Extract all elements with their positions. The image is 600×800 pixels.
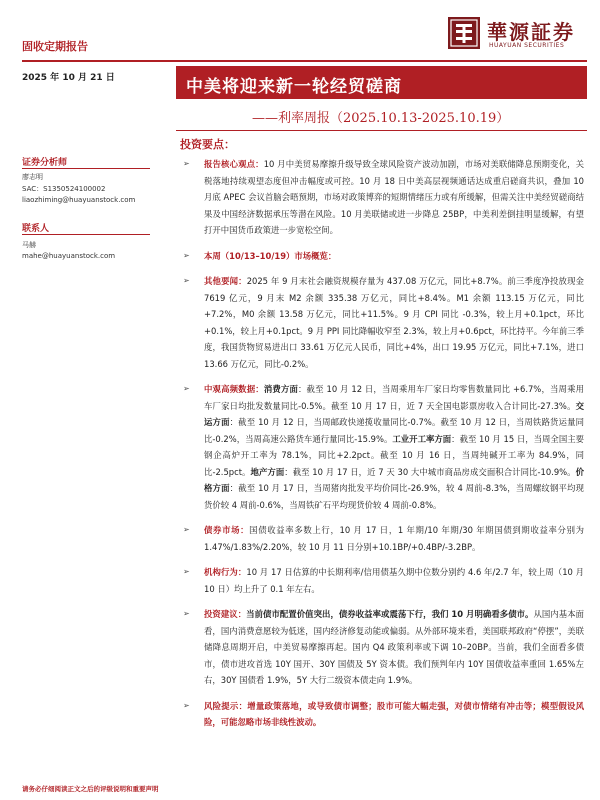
bullet-high-frequency (180, 381, 584, 513)
bullet-text: 2025 年 9 月末社会融资规模存量为 437.08 万亿元，同比+8.7%。前三季度净投放现金 7619 亿元，9 月末 M2 余额 335.38 万亿元，同比+8.4%。M1 余额 113.15 万亿元，同比+7.2%，M0 余额 13.58 万亿元，同比+11.5%。9 月 CPI 同比 -0.3%，较上月+0.1pct，环比+0.1%，较上月+0.1pct。9 月 PPI 同比降幅收窄至 2.3%，较上月+0.6pct，环比持平。今年前三季度，我国货物贸易进出口 33.61 万亿元人民币，同比+4%，出口 19.95 万亿元，同比+7.1%，进口 13.66 万亿元，同比-0.2%。 (204, 276, 585, 369)
contact-divider (22, 234, 150, 235)
property-text: ：截至 10 月 17 日，近 7 天 30 大中城市商品房成交面积合计同比-10.9%。 (284, 466, 576, 477)
price-label: 价格方面 (204, 466, 585, 493)
consumption-text: ：截至 10 月 12 日，当周乘用车厂家日均零售数量同比 +6.7%，当周乘用车厂家日均批发数量同比-0.5%。截至 10 月 17 日，近 7 天全国电影票房收入合计同比-27.3%。 (204, 384, 584, 411)
bullet-text: 增量政策落地，或导致债市调整；股市可能大幅走强，对债市情绪有冲击等；模型假设风险，可能忽略市场非线性波动。 (204, 700, 585, 727)
highlights-heading: 投资要点： (180, 138, 235, 151)
footer-disclaimer: 请务必仔细阅读正文之后的评级说明和重要声明 (22, 785, 159, 793)
report-title: 中美将迎来新一轮经贸磋商 (186, 77, 402, 97)
analyst-name: 廖志明 (22, 173, 43, 181)
transport-text: ：截至 10 月 12 日，当周邮政快递揽收量同比-0.7%。截至 10 月 12 日，当周铁路货运量同比-0.2%，当周高速公路货车通行量同比-15.9%。 (204, 417, 585, 444)
analyst-email[interactable]: liaozhiming@huayuanstock.com (22, 196, 136, 204)
bullet-text: 10 月中美贸易摩擦升级导致全球风险资产波动加剧，市场对美联储降息预期变化，关税落地持续观望态度但冲击幅度或可控。10 月 18 日中美高层视频通话达成重启磋商共识，叠加 10 月底 APEC 会议首脑会晤预期，市场对政策博弈的短期情绪压力或有所缓解，但需关注中美经贸磋商结果及中国经济数据承压等潜在风险。10 月美联储或进一步降息 25BP，中美利差倒挂明显缓解，有望打开中国货币政策进一步宽松空间。 (204, 159, 585, 235)
bullet-label: 机构行为： (204, 567, 247, 577)
bullet-text: 国债收益率多数上行，10 月 17 日，1 年期/10 年期/30 年期国债到期收益率分别为 1.47%/1.83%/2.20%，较 10 月 11 日分别+10.1BP/+0.4BP/-3.2BP。 (204, 525, 584, 552)
bullet-label: 债券市场： (204, 525, 250, 535)
bullet-other-news (180, 273, 584, 372)
arrow-icon: ➢ (183, 567, 190, 576)
industry-label: 工业开工率方面 (392, 433, 452, 444)
contact-name: 马赫 (22, 241, 36, 249)
bullet-label: 本周（10/13–10/19）市场概览： (204, 250, 337, 261)
analyst-heading: 证券分析师 (22, 158, 68, 168)
analyst-sac: SAC：S1350524100002 (22, 185, 106, 193)
bullet-market-overview (180, 248, 584, 265)
bullet-core-view (180, 156, 584, 239)
arrow-icon: ➢ (183, 250, 190, 260)
company-logo (447, 12, 587, 56)
industry-text: ：截至 10 月 15 日，当周全国主要钢企高炉开工率为 78.1%，同比+2.2pct。截至 10 月 16 日，当周纯碱开工率为 84.9%，同比-2.5pct。 (204, 433, 584, 477)
advice-emphasis: 当前债市配置价值突出，债券收益率或震荡下行，我们 10 月明确看多债市。 (246, 609, 534, 619)
bullet-label: 其他要闻： (204, 276, 247, 286)
bullet-bond-market (180, 522, 584, 555)
arrow-icon: ➢ (183, 159, 190, 168)
report-date: 2025 年 10 月 21 日 (22, 73, 115, 83)
report-type-label: 固收定期报告 (22, 40, 88, 53)
arrow-icon: ➢ (183, 700, 190, 710)
arrow-icon: ➢ (183, 609, 190, 618)
bullet-investment-advice (180, 606, 584, 689)
contact-heading: 联系人 (22, 224, 50, 234)
bullet-label: 中观高频数据： (204, 384, 264, 394)
title-banner (176, 66, 587, 99)
logo-english-text: HUAYUAN SECURITIES (489, 42, 565, 49)
subtitle-divider (176, 130, 587, 131)
analyst-divider (22, 168, 150, 169)
logo-chinese-text: 華源証券 (487, 20, 575, 44)
bullet-text: 从国内基本面看，国内消费意愿较为低迷，国内经济修复动能或偏弱。从外部环境来看，美国联邦政府“停摆”，美联储降息周期开启，中美贸易摩擦再起。国内 Q4 政策利率或下调 10–20BP。当前，我们全面看多债市，债市进攻首选 10Y 国开、30Y 国债及 5Y 资本债。我们预判年内 10Y 国债收益率重回 1.65%左右，30Y 国债看 1.9%，5Y 大行二级资本债走向 1.9%。 (204, 609, 585, 685)
price-text: ：截至 10 月 17 日，当周猪肉批发平均价同比-26.9%，较 4 周前-8.3%，当周螺纹钢平均现货价较 4 周前-0.6%，当周铁矿石平均现货价较 4 周前-0.8%。 (204, 483, 584, 510)
property-label: 地产方面 (250, 466, 285, 477)
arrow-icon: ➢ (183, 525, 190, 534)
report-subtitle: ——利率周报（2025.10.13-2025.10.19） (252, 111, 510, 126)
consumption-label: 消费方面 (263, 384, 299, 394)
bullet-label: 投资建议： (204, 609, 247, 619)
seal-icon (447, 16, 481, 50)
highlights-list (180, 156, 584, 740)
arrow-icon: ➢ (183, 276, 190, 285)
bullet-label: 报告核心观点： (204, 159, 264, 169)
arrow-icon: ➢ (183, 384, 190, 393)
bullet-text: 10 月 17 日估算的中长期利率/信用债基久期中位数分别约 4.6 年/2.7 年，较上周（10 月 10 日）均上升了 0.1 年左右。 (204, 567, 585, 594)
bullet-label: 风险提示： (204, 700, 248, 711)
transport-label: 交运方面 (204, 400, 584, 427)
bullet-institutional (180, 564, 584, 597)
header-divider (22, 60, 587, 62)
contact-email[interactable]: mahe@huayuanstock.com (22, 252, 116, 260)
bullet-risk-warning (180, 698, 584, 731)
